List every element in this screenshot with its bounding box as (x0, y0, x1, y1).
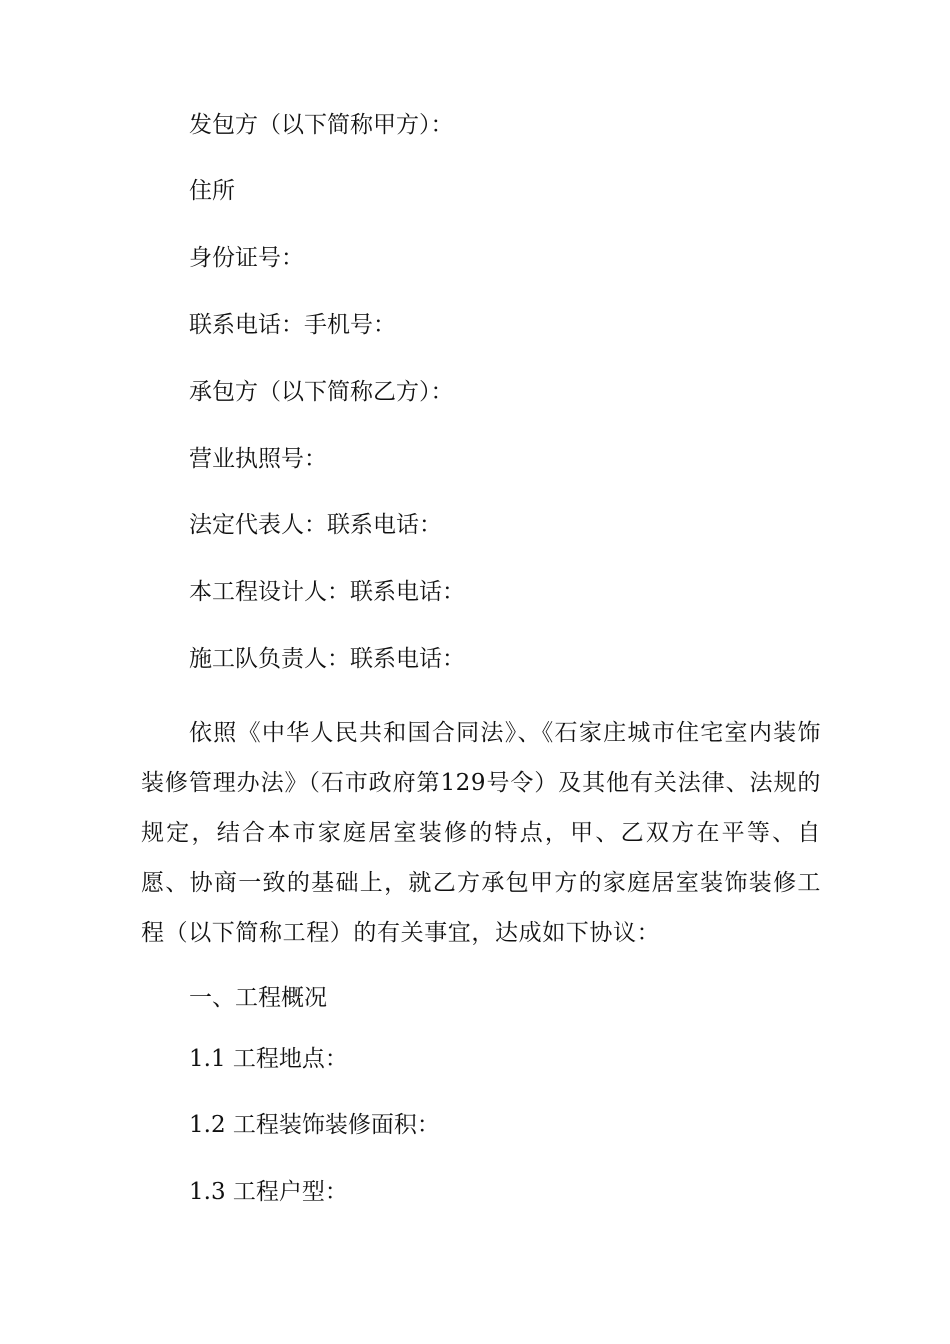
phone-label: 联系电话：手机号： (189, 312, 396, 338)
contractor-label: 承包方（以下简称乙方）： (189, 379, 454, 405)
intro-paragraph: 依照《中华人民共和国合同法》、《石家庄城市住宅室内装饰装修管理办法》（石市政府第129号令）及其他有关法律、法规的规定，结合本市家庭居室装修的特点，甲、乙双方在平等、自愿、协商一致的基础上，就乙方承包甲方的家庭居室装饰装修工程（以下简称工程）的有关事宜，达成如下协议： (141, 720, 821, 946)
business-license-label: 营业执照号： (189, 446, 327, 472)
section-title: 一、工程概况 (189, 985, 327, 1011)
id-number-label: 身份证号： (189, 245, 304, 271)
item-area: 1.2 工程装饰装修面积： (189, 1112, 440, 1138)
item-location: 1.1 工程地点： (189, 1046, 348, 1072)
legal-representative-label: 法定代表人：联系电话： (189, 512, 442, 538)
team-leader-label: 施工队负责人：联系电话： (189, 646, 465, 672)
designer-label: 本工程设计人：联系电话： (189, 579, 465, 605)
employer-label: 发包方（以下简称甲方）： (189, 112, 454, 138)
item-layout: 1.3 工程户型： (189, 1179, 348, 1205)
address-label: 住所 (189, 178, 235, 204)
